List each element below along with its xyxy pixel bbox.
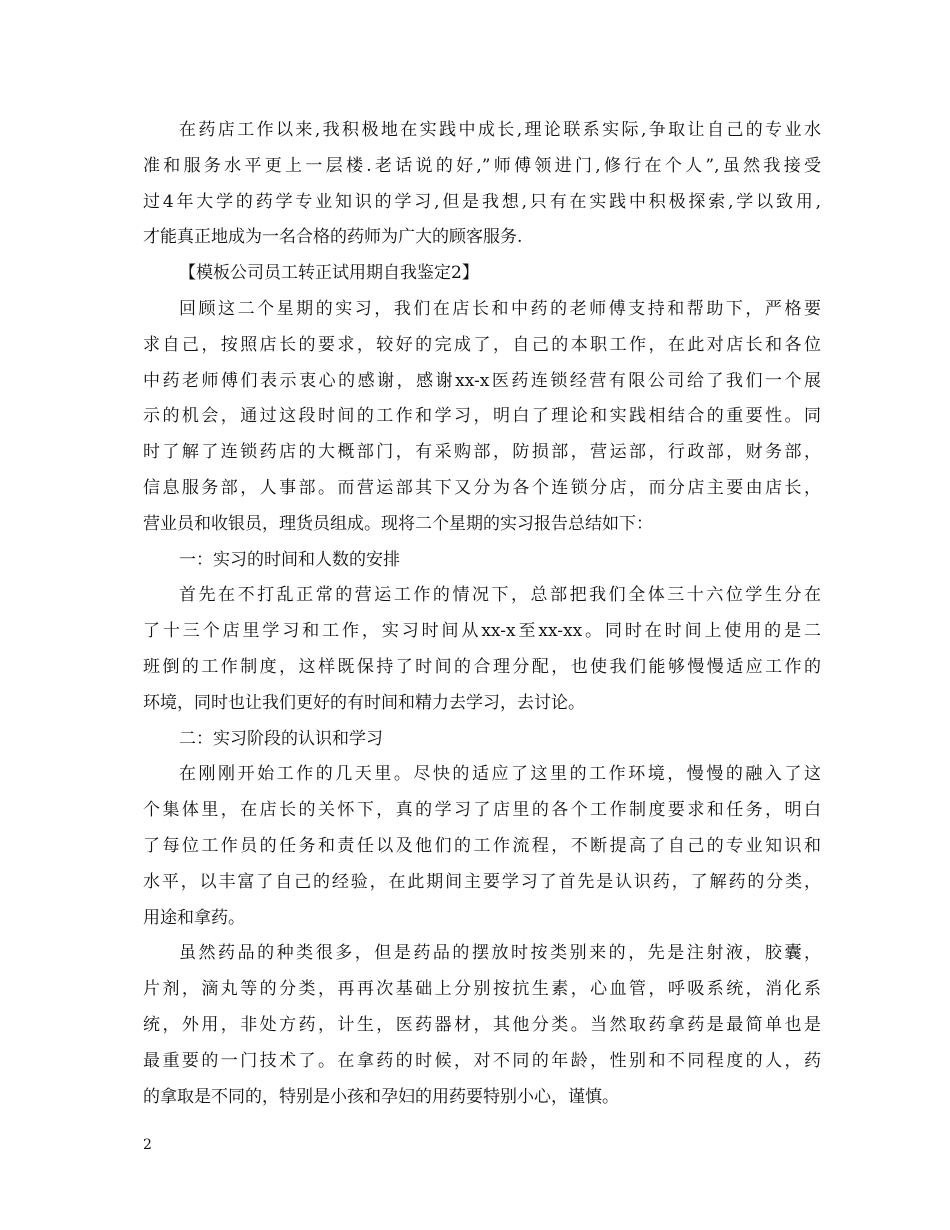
text-line: 回顾这二个星期的实习，我们在店长和中药的老师傅支持和帮助下，严格要 — [179, 298, 821, 319]
text-line: 时了解了连锁药店的大概部门，有采购部，防损部，营运部，行政部，财务部， — [143, 442, 821, 463]
text-line: 中药老师傅们表示衷心的感谢，感谢xx-x医药连锁经营有限公司给了我们一个展 — [143, 370, 821, 391]
text-line: 过4年大学的药学专业知识的学习,但是我想,只有在实践中积极探索,学以致用, — [143, 191, 821, 212]
text-line: 环境，同时也让我们更好的有时间和精力去学习，去讨论。 — [143, 692, 585, 713]
text-line: 准和服务水平更上一层楼.老话说的好,”师傅领进门,修行在个人”,虽然我接受 — [143, 155, 821, 176]
text-line: 用途和拿药。 — [143, 907, 245, 928]
body-text — [143, 113, 821, 1115]
text-line: 了十三个店里学习和工作，实习时间从xx-x至xx-xx。同时在时间上使用的是二 — [143, 621, 821, 642]
page-number: 2 — [143, 1137, 152, 1153]
section-heading: 【模板公司员工转正试用期自我鉴定2】 — [179, 263, 479, 284]
text-line: 统，外用，非处方药，计生，医药器材，其他分类。当然取药拿药是最简单也是 — [143, 1014, 821, 1035]
text-line: 了每位工作员的任务和责任以及他们的工作流程，不断提高了自己的专业知识和 — [143, 835, 821, 856]
text-line: 最重要的一门技术了。在拿药的时候，对不同的年龄，性别和不同程度的人，药 — [143, 1050, 821, 1071]
text-line: 示的机会，通过这段时间的工作和学习，明白了理论和实践相结合的重要性。同 — [143, 406, 821, 427]
text-line: 求自己，按照店长的要求，较好的完成了，自己的本职工作，在此对店长和各位 — [143, 334, 821, 355]
text-line: 片剂，滴丸等的分类，再再次基础上分别按抗生素，心血管，呼吸系统，消化系 — [143, 979, 821, 1000]
text-line: 首先在不打乱正常的营运工作的情况下，总部把我们全体三十六位学生分在 — [179, 585, 821, 606]
text-line: 水平，以丰富了自己的经验，在此期间主要学习了首先是认识药，了解药的分类， — [143, 871, 821, 892]
text-line: 信息服务部，人事部。而营运部其下又分为各个连锁分店，而分店主要由店长， — [143, 477, 821, 498]
text-line: 在药店工作以来,我积极地在实践中成长,理论联系实际,争取让自己的专业水 — [179, 120, 821, 140]
text-line: 虽然药品的种类很多，但是药品的摆放时按类别来的，先是注射液，胶囊， — [179, 943, 821, 964]
text-line: 营业员和收银员，理货员组成。现将二个星期的实习报告总结如下： — [143, 513, 653, 534]
text-line: 个集体里，在店长的关怀下，真的学习了店里的各个工作制度要求和任务，明白 — [143, 800, 821, 821]
subsection-heading: 一：实习的时间和人数的安排 — [179, 549, 400, 570]
text-line: 才能真正地成为一名合格的药师为广大的顾客服务. — [143, 227, 523, 248]
text-line: 班倒的工作制度，这样既保持了时间的合理分配，也使我们能够慢慢适应工作的 — [143, 656, 821, 677]
text-line: 的拿取是不同的，特别是小孩和孕妇的用药要特别小心，谨慎。 — [143, 1086, 619, 1107]
text-line: 在刚刚开始工作的几天里。尽快的适应了这里的工作环境，慢慢的融入了这 — [179, 764, 821, 785]
subsection-heading: 二：实习阶段的认识和学习 — [179, 728, 383, 749]
